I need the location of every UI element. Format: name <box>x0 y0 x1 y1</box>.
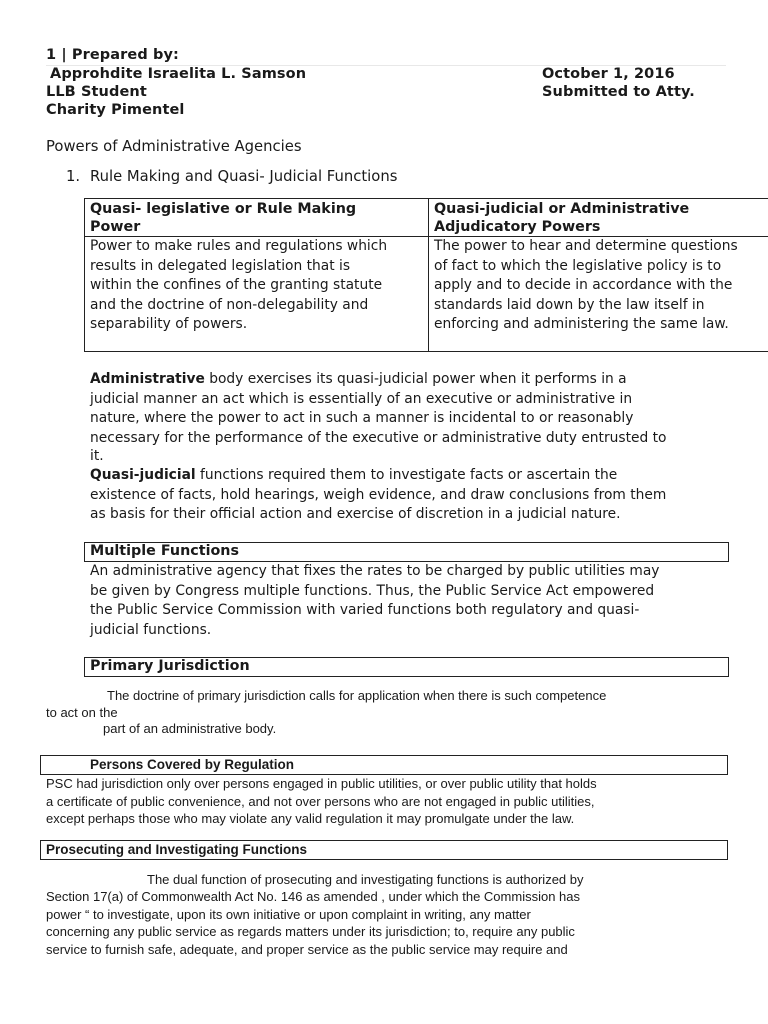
paragraph-line: power “ to investigate, upon its own initiative or upon complaint in writing, any matter <box>46 906 531 922</box>
cell-line: standards laid down by the law itself in <box>434 296 705 313</box>
primary-jurisdiction-line: to act on the <box>46 705 118 720</box>
section-title: Rule Making and Quasi- Judicial Functions <box>90 168 398 185</box>
prosecuting-line: The dual function of prosecuting and investigating functions is authorized by <box>147 872 584 887</box>
cell-line: apply and to decide in accordance with the <box>434 277 733 294</box>
table-cell-quasi-judicial <box>429 237 768 352</box>
document-title: Powers of Administrative Agencies <box>46 138 302 155</box>
table-cell-quasi-legislative <box>85 237 429 352</box>
header-line: Quasi-judicial or Administrative <box>434 201 690 217</box>
cell-line: Power to make rules and regulations which <box>90 238 388 254</box>
persons-covered-paragraph <box>46 775 597 828</box>
paragraph-line: PSC had jurisdiction only over persons engaged in public utilities, or over public utility that holds <box>46 776 597 791</box>
paragraph-line: it. <box>90 448 104 465</box>
term-administrative: Administrative <box>90 371 205 387</box>
document-date: October 1, 2016 <box>542 66 675 82</box>
table-header-quasi-legislative <box>85 199 429 237</box>
paragraph-line: as basis for their official action and exercise of discretion in a judicial nature. <box>90 506 621 523</box>
header-line: Quasi- legislative or Rule Making <box>90 201 357 217</box>
paragraph-line: nature, where the power to act in such a manner is incidental to or reasonably <box>90 410 634 427</box>
paragraph-line: necessary for the performance of the executive or administrative duty entrusted to <box>90 429 667 446</box>
cell-line: separability of powers. <box>90 316 248 333</box>
page-header-prepared-by: 1 | Prepared by: <box>46 47 179 63</box>
cell-line: results in delegated legislation that is <box>90 257 351 274</box>
table-header-quasi-judicial <box>429 199 768 237</box>
paragraph-line: concerning any public service as regards matters under its jurisdiction; to, require any public <box>46 924 575 939</box>
author-role: LLB Student <box>46 84 147 100</box>
cell-line: of fact to which the legislative policy is to <box>434 257 722 274</box>
submitted-to: Submitted to Atty. <box>542 84 695 100</box>
paragraph-line: existence of facts, hold hearings, weigh evidence, and draw conclusions from them <box>90 486 667 503</box>
recipient-name: Charity Pimentel <box>46 102 185 118</box>
persons-covered-heading: Persons Covered by Regulation <box>90 757 295 772</box>
prosecuting-paragraph <box>46 888 580 958</box>
table-header-row <box>85 199 768 237</box>
administrative-paragraph <box>90 370 750 464</box>
cell-line: The power to hear and determine questions <box>434 238 738 254</box>
section-number: 1. <box>66 168 81 185</box>
cell-line: enforcing and administering the same law. <box>434 316 729 333</box>
powers-comparison-table <box>84 198 768 352</box>
prosecuting-heading: Prosecuting and Investigating Functions <box>46 842 308 857</box>
primary-jurisdiction-line: part of an administrative body. <box>103 721 277 736</box>
table-row <box>85 237 768 352</box>
header-line: Adjudicatory Powers <box>434 219 601 235</box>
paragraph-line: the Public Service Commission with varied functions both regulatory and quasi- <box>90 602 640 619</box>
cell-line: within the confines of the granting statute <box>90 277 383 294</box>
author-name: Approhdite Israelita L. Samson <box>50 66 307 82</box>
header-line: Power <box>90 219 141 235</box>
paragraph-line: a certificate of public convenience, and not over persons who are not engaged in public utilities, <box>46 793 595 809</box>
cell-line: and the doctrine of non-delegability and <box>90 296 369 313</box>
paragraph-text: functions required them to investigate facts or ascertain the <box>195 467 618 483</box>
paragraph-line: be given by Congress multiple functions. Thus, the Public Service Act empowered <box>90 582 655 599</box>
term-quasi-judicial: Quasi-judicial <box>90 467 196 483</box>
multiple-functions-heading: Multiple Functions <box>90 543 239 559</box>
paragraph-text: body exercises its quasi-judicial power when it performs in a <box>204 371 627 387</box>
paragraph-line: Section 17(a) of Commonwealth Act No. 146 as amended , under which the Commission has <box>46 889 580 904</box>
primary-jurisdiction-heading: Primary Jurisdiction <box>90 658 250 674</box>
paragraph-line: judicial functions. <box>90 621 212 638</box>
paragraph-line: An administrative agency that fixes the rates to be charged by public utilities may <box>90 563 660 579</box>
paragraph-line: service to furnish safe, adequate, and proper service as the public service may require and <box>46 941 568 957</box>
multiple-functions-paragraph <box>90 562 750 640</box>
quasi-judicial-paragraph <box>90 466 750 525</box>
paragraph-line: judicial manner an act which is essentially of an executive or administrative in <box>90 390 633 407</box>
primary-jurisdiction-line: The doctrine of primary jurisdiction calls for application when there is such competence <box>107 688 607 703</box>
paragraph-line: except perhaps those who may violate any valid regulation it may promulgate under the law. <box>46 811 575 826</box>
